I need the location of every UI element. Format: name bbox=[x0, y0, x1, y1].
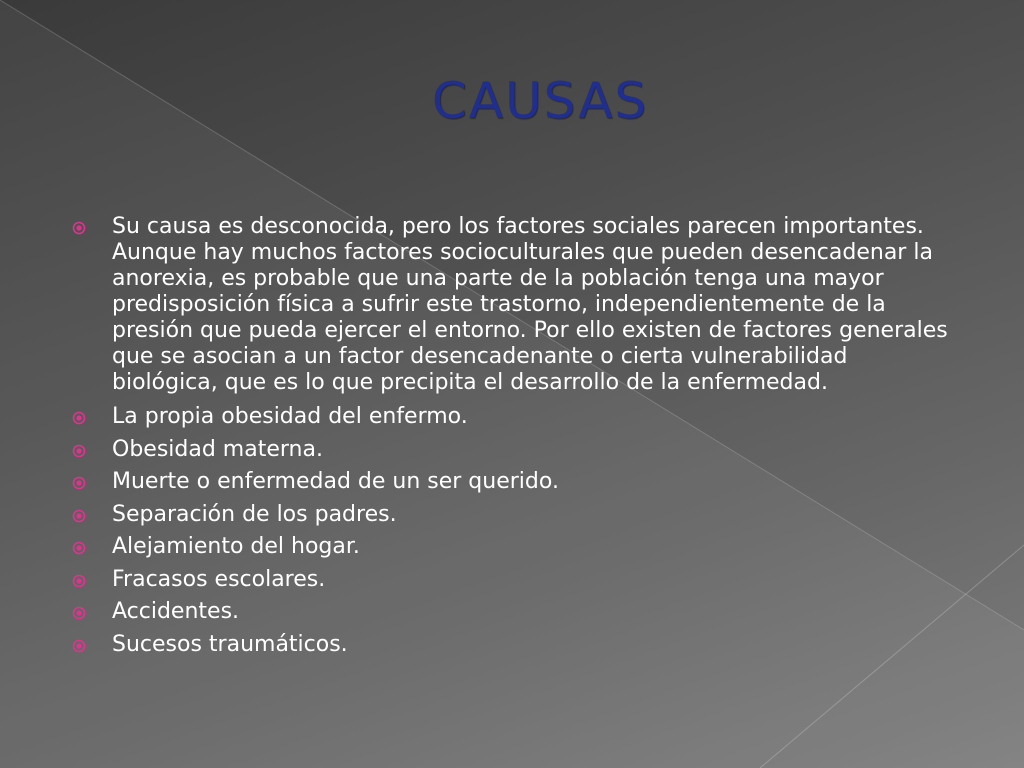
bullet-list bbox=[70, 214, 950, 664]
target-bullet-icon bbox=[72, 476, 86, 490]
target-bullet-icon bbox=[72, 411, 86, 425]
target-bullet-icon bbox=[72, 509, 86, 523]
target-bullet-icon bbox=[72, 221, 86, 235]
target-bullet-icon bbox=[72, 444, 86, 458]
bullet-item bbox=[70, 567, 950, 600]
target-bullet-icon bbox=[72, 639, 86, 653]
bullet-item bbox=[70, 534, 950, 567]
bullet-text: Su causa es desconocida, pero los factores sociales parecen importantes. Aunque hay muchos factores socioculturales que pueden desencadenar la anorexia, es probable que una parte de la población tenga una mayor predisposición física a sufrir este trastorno, independientemente de la presión que pueda ejercer el entorno. Por ello existen de factores generales que se asocian a un factor desencadenante o cierta vulnerabilidad biológica, que es lo que precipita el desarrollo de la enfermedad. bbox=[112, 214, 948, 395]
target-bullet-icon bbox=[72, 606, 86, 620]
slide-title: CAUSAS bbox=[431, 72, 649, 130]
bullet-text: Fracasos escolares. bbox=[112, 566, 326, 592]
bullet-text: Sucesos traumáticos. bbox=[112, 631, 348, 657]
bullet-text: Separación de los padres. bbox=[112, 501, 397, 527]
bullet-text: La propia obesidad del enfermo. bbox=[112, 404, 468, 429]
bullet-item bbox=[70, 214, 950, 396]
bullet-text: Alejamiento del hogar. bbox=[112, 534, 360, 559]
bullet-item bbox=[70, 632, 950, 665]
bullet-item bbox=[70, 599, 950, 632]
bullet-item bbox=[70, 437, 950, 470]
bullet-item bbox=[70, 404, 950, 437]
bullet-text: Muerte o enfermedad de un ser querido. bbox=[112, 469, 559, 494]
bullet-item bbox=[70, 502, 950, 535]
bullet-item bbox=[70, 469, 950, 502]
target-bullet-icon bbox=[72, 574, 86, 588]
target-bullet-icon bbox=[72, 541, 86, 555]
bullet-text: Obesidad materna. bbox=[112, 436, 323, 462]
bullet-text: Accidentes. bbox=[112, 599, 240, 624]
